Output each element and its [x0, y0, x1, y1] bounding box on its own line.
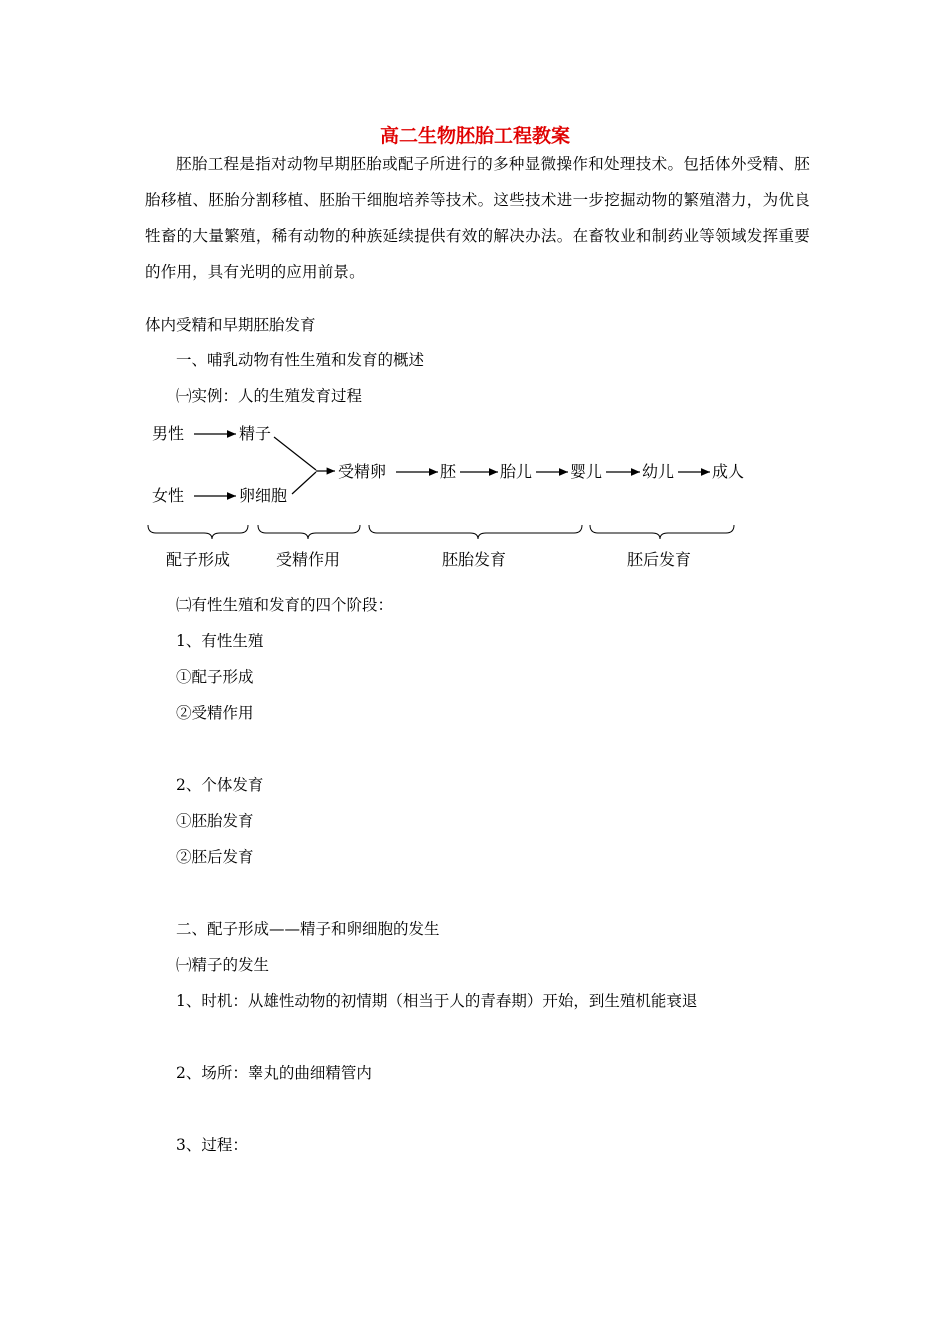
brace-label-postembryonic: 胚后发育 — [627, 550, 692, 569]
egg-label: 卵细胞 — [239, 486, 288, 505]
brace-label-embryonic: 胚胎发育 — [442, 550, 507, 569]
item-sexual-reproduction: 1、有性生殖 — [176, 632, 264, 650]
child-label: 幼儿 — [642, 462, 675, 481]
brace-fertilization — [258, 525, 360, 539]
brace-gamete — [148, 525, 248, 539]
item-embryonic-development: ①胚胎发育 — [176, 812, 254, 830]
timing-line: 1、时机：从雄性动物的初情期（相当于人的青春期）开始，到生殖机能衰退 — [176, 992, 698, 1010]
part2-heading: 二、配子形成——精子和卵细胞的发生 — [176, 920, 440, 938]
baby-label: 婴儿 — [570, 462, 603, 481]
zygote-label: 受精卵 — [338, 462, 387, 481]
female-label: 女性 — [152, 486, 185, 505]
reproduction-diagram — [140, 415, 760, 575]
sperm-generation-heading: ㈠精子的发生 — [176, 956, 270, 974]
item-fertilization: ②受精作用 — [176, 704, 254, 722]
brace-embryonic — [369, 525, 582, 539]
brace-label-fertilization: 受精作用 — [276, 550, 341, 569]
converge-line-top — [274, 437, 316, 470]
adult-label: 成人 — [712, 462, 745, 481]
brace-label-gamete: 配子形成 — [166, 550, 231, 569]
item-individual-development: 2、个体发育 — [176, 776, 264, 794]
section-heading: 体内受精和早期胚胎发育 — [145, 316, 316, 334]
intro-paragraph: 胚胎工程是指对动物早期胚胎或配子所进行的多种显微操作和处理技术。包括体外受精、胚胎移植、胚胎分割移植、胚胎干细胞培养等技术。这些技术进一步挖掘动物的繁殖潜力，为优良牲畜的大量繁殖，稀有动物的种族延续提供有效的解决办法。在畜牧业和制药业等领域发挥重要的作用，具有光明的应用前景。 — [145, 155, 810, 281]
part1-heading: 一、哺乳动物有性生殖和发育的概述 — [176, 351, 425, 369]
item-gamete-formation: ①配子形成 — [176, 668, 254, 686]
stages-heading: ㈡有性生殖和发育的四个阶段： — [176, 596, 394, 614]
example-heading: ㈠实例：人的生殖发育过程 — [176, 387, 363, 405]
sperm-label: 精子 — [239, 424, 272, 443]
location-line: 2、场所：睾丸的曲细精管内 — [176, 1064, 372, 1082]
converge-line-bottom — [292, 472, 316, 494]
fetus-label: 胎儿 — [500, 462, 533, 481]
document-title: 高二生物胚胎工程教案 — [379, 125, 570, 147]
process-line: 3、过程： — [176, 1136, 248, 1154]
brace-postembryonic — [590, 525, 734, 539]
male-label: 男性 — [152, 424, 185, 443]
embryo-label: 胚 — [440, 462, 457, 481]
item-postembryonic-development: ②胚后发育 — [176, 848, 254, 866]
